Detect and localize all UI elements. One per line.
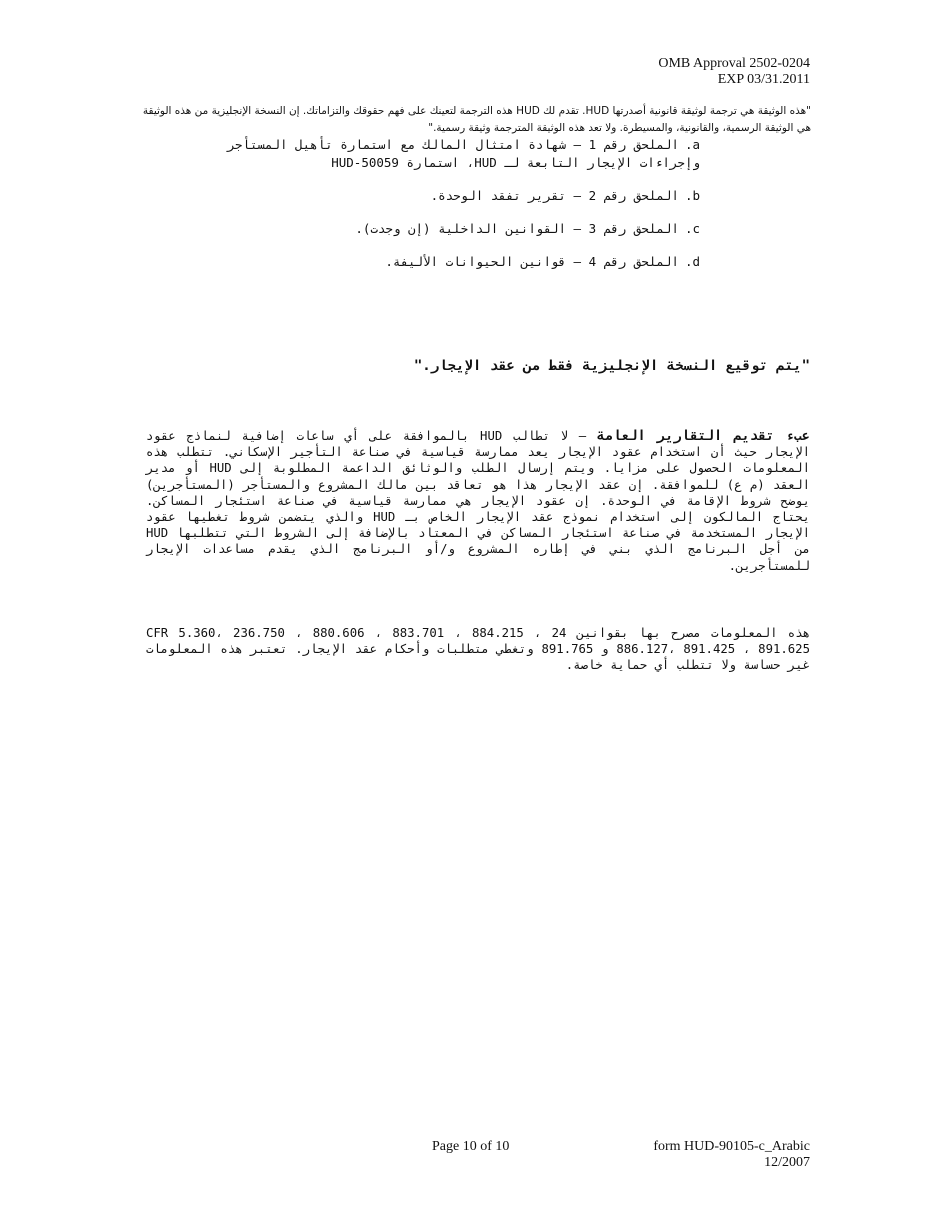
attachment-letter: a. [684, 137, 700, 152]
page-number: Page 10 of 10 [432, 1139, 510, 1154]
attachment-text: الملحق رقم 4 – قوانين الحيوانات الأليفة. [385, 254, 679, 269]
omb-approval-number: OMB Approval 2502-0204 [658, 56, 810, 71]
burden-heading: عبء تقديم التقارير العامة [596, 428, 810, 444]
attachment-text: الملحق رقم 1 – شهادة امتثال المالك مع استمارة تأهيل المستأجر وإجراءات الإيجار التابعة لـ HUD، استمارة HUD-50059 [227, 137, 700, 170]
attachment-item [160, 220, 700, 238]
translation-disclaimer: "هذه الوثيقة هي ترجمة لوثيقة قانونية أصدرتها HUD. تقدم لك HUD هذه الترجمة لتعينك على فهم حقوقك والتزاماتك. إن النسخة الإنجليزية من هذه الوثيقة هي الوثيقة الرسمية، والقانونية، والمسيطرة. ولا تعد هذه الوثيقة المترجمة وثيقة رسمية." [142, 105, 811, 134]
attachment-letter: b. [684, 188, 700, 203]
form-identifier [653, 1139, 810, 1171]
attachments-list [160, 136, 700, 286]
attachment-item [160, 136, 700, 172]
attachment-item [160, 253, 700, 271]
omb-expiration-date: EXP 03/31.2011 [717, 72, 810, 87]
attachment-item [160, 187, 700, 205]
authority-statement: هذه المعلومات مصرح بها بقوانين 24 CFR 5.360، 236.750 ، 880.606 ، 883.701 ، 884.215 ، 886.127، 891.425 ، 891.625 و 891.765 وتغطي متطلبات وأحكام عقد الإيجار. تعتبر هذه المعلومات غير حساسة ولا تتطلب أي حماية خاصة. [146, 626, 811, 673]
attachment-text: الملحق رقم 2 – تقرير تفقد الوحدة. [430, 188, 679, 203]
signature-note: "يتم توقيع النسخة الإنجليزية فقط من عقد الإيجار." [413, 358, 810, 374]
public-reporting-burden [146, 428, 810, 574]
omb-approval-block [658, 56, 810, 88]
attachment-letter: d. [684, 254, 700, 269]
attachment-letter: c. [684, 221, 700, 236]
burden-body: – لا تطالب HUD بالموافقة على أي ساعات إضافية لنماذج عقود الإيجار حيث أن استخدام عقود الإيجار يعد ممارسة قياسية في صناعة التأجير الإسكاني. تتطلب هذه المعلومات الحصول على مزايا. ويتم إرسال الطلب والوثائق الداعمة المطلوبة إلى HUD أو مدير العقد (م ع) للموافقة. إن عقد الإيجار هذا هو تعاقد بين مالك المشروع والمستأجر (المستأجرين) يوضح شروط الإقامة في الوحدة. إن عقود الإيجار هي ممارسة قياسية في صناعة استئجار المساكن. يحتاج المالكون إلى استخدام نموذج عقد الإيجار الخاص بـ HUD والذي يتضمن شروط تغطيها عقود الإيجار المستخدمة في صناعة استئجار المساكن في المعتاد بالإضافة إلى الشروط التي تتطلبها HUD من أجل البرنامج الذي بني في إطاره المشروع و/أو البرنامج الذي يقدم مساعدات الإيجار للمستأجرين. [146, 429, 810, 573]
attachment-text: الملحق رقم 3 – القوانين الداخلية (إن وجدت). [355, 221, 679, 236]
form-number: form HUD-90105-c_Arabic [653, 1139, 810, 1154]
form-date: 12/2007 [764, 1155, 810, 1170]
